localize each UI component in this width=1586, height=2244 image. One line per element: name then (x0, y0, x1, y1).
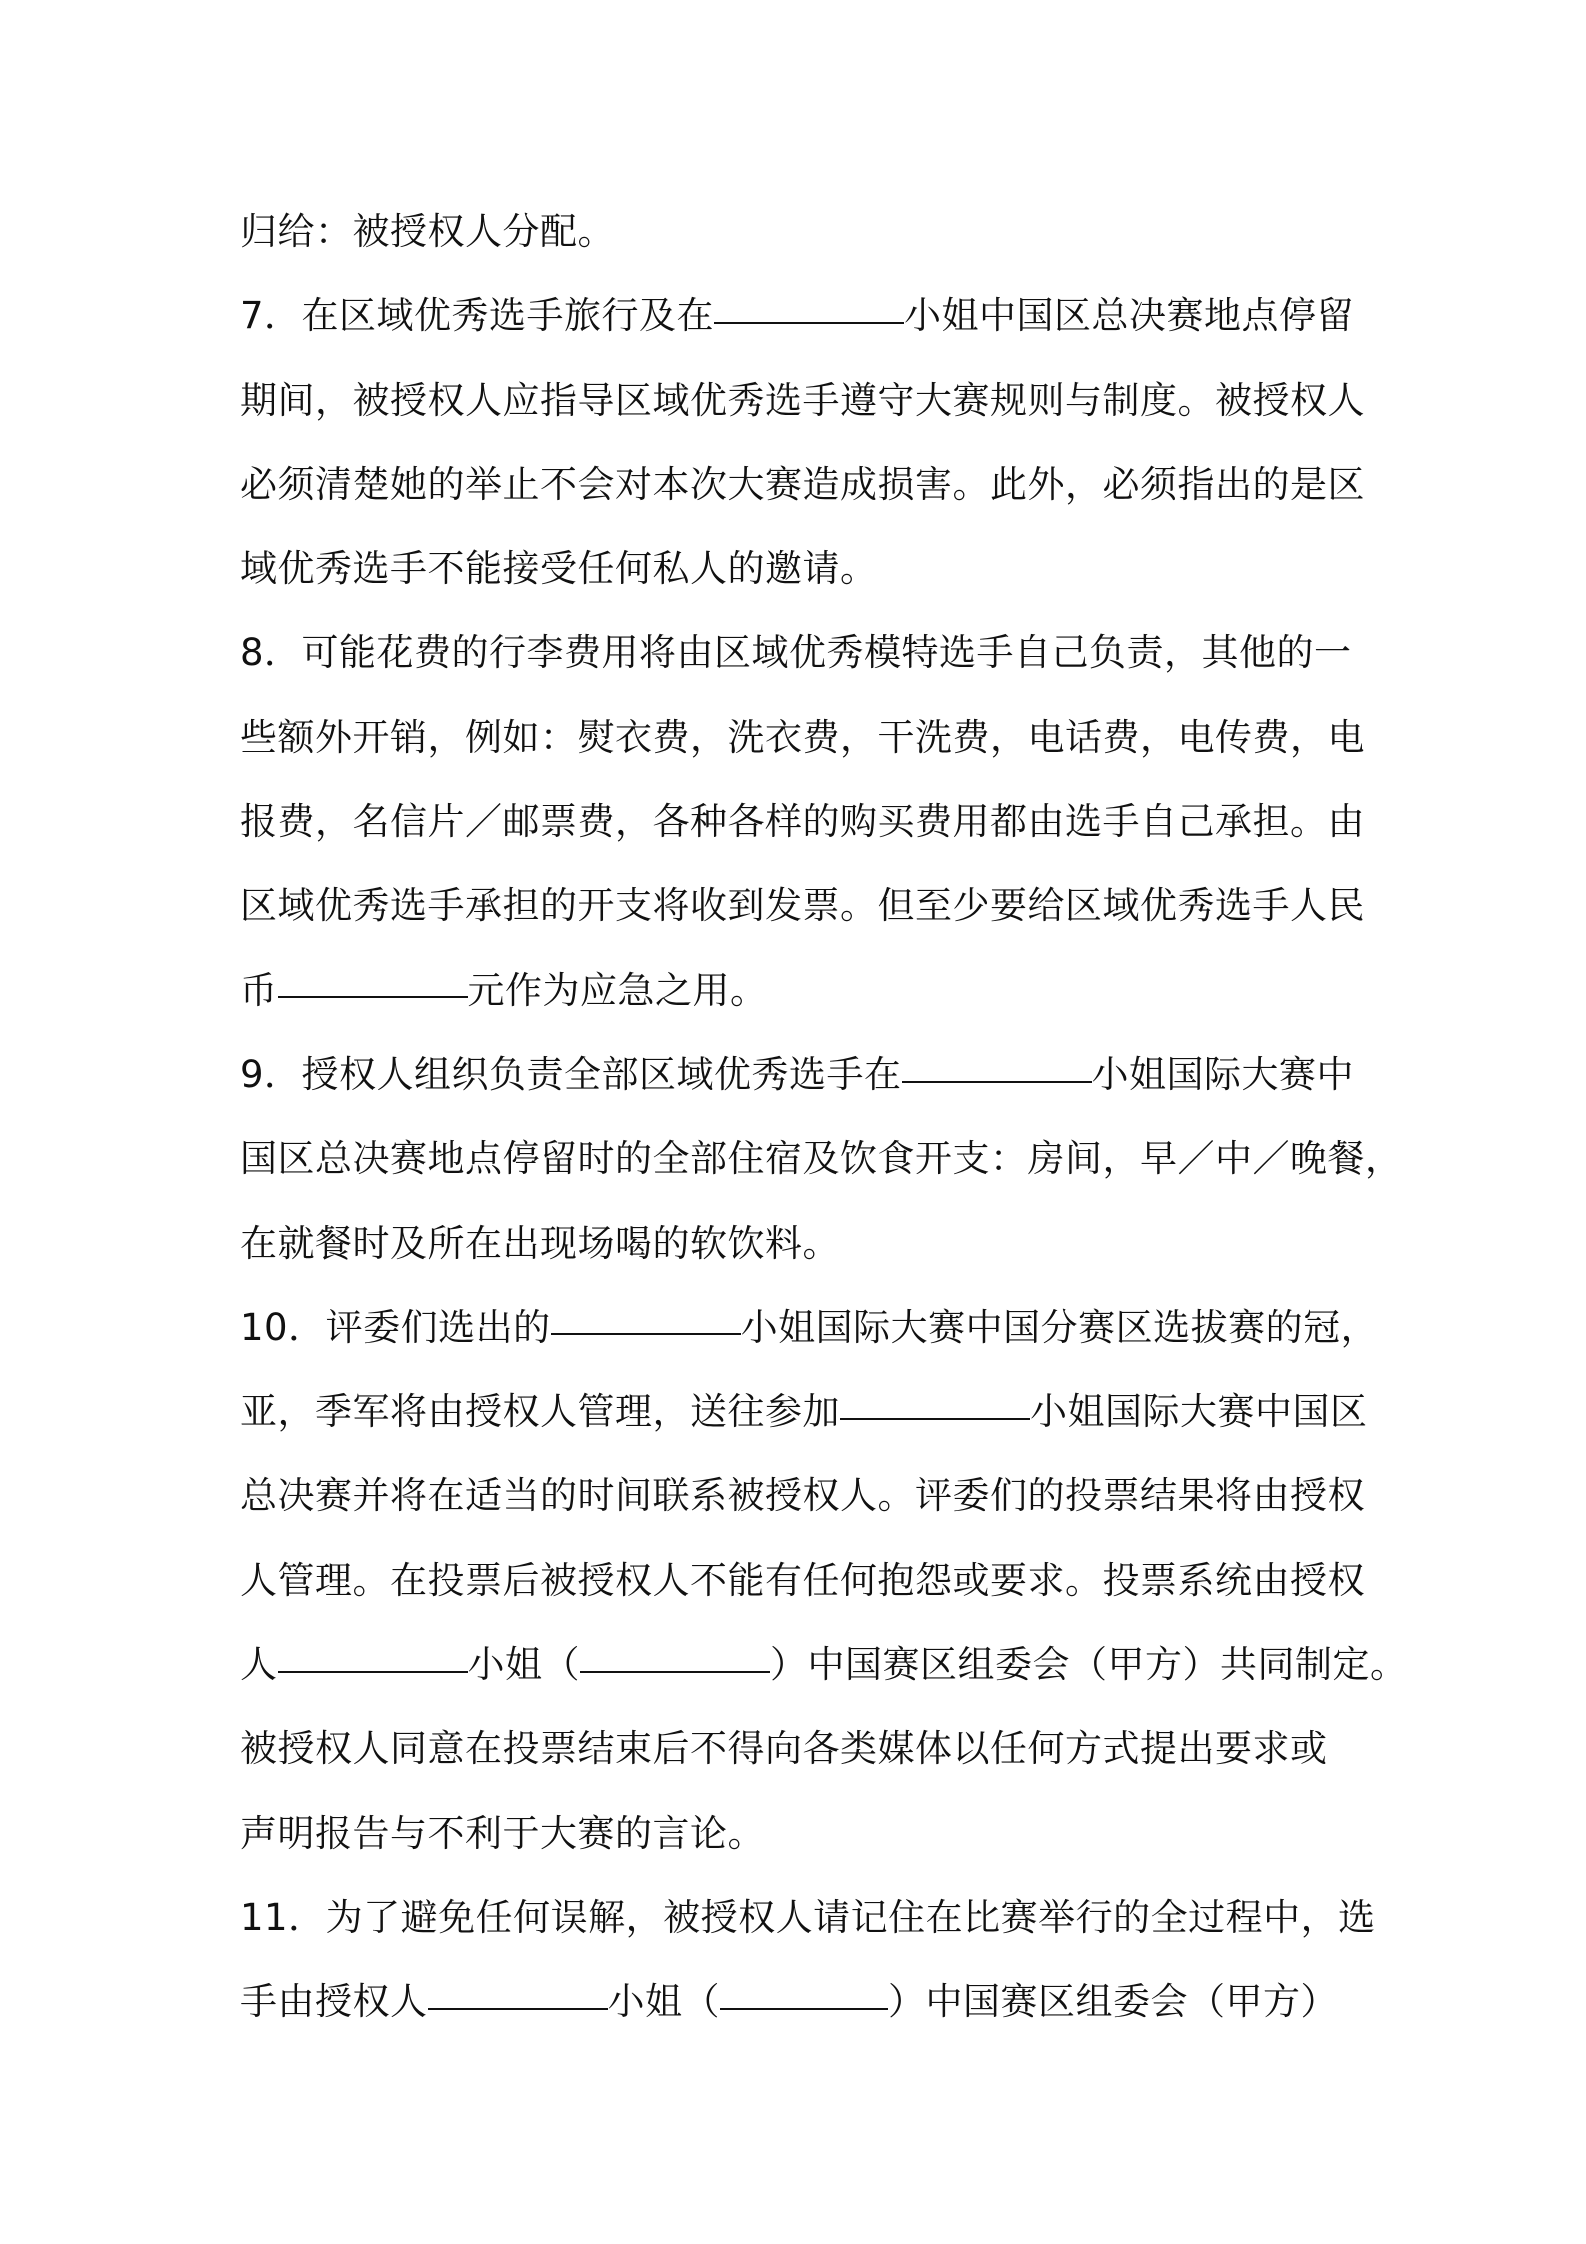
fill-in-blank (902, 1080, 1092, 1083)
line-text: 手由授权人 (240, 1980, 428, 2024)
text-line (240, 696, 1365, 780)
text-line (240, 1454, 1365, 1538)
line-text: 8．可能花费的行李费用将由区域优秀模特选手自己负责，其他的一 (240, 631, 1352, 675)
text-line (240, 1539, 1365, 1623)
text-line (240, 1370, 1368, 1454)
line-text: 11．为了避免任何误解，被授权人请记住在比赛举行的全过程中，选 (240, 1895, 1376, 1939)
line-text: 币 (240, 968, 278, 1012)
line-text: 7．在区域优秀选手旅行及在 (240, 294, 715, 338)
line-text: 亚，季军将由授权人管理，送往参加 (240, 1390, 840, 1434)
line-text: 总决赛并将在适当的时间联系被授权人。评委们的投票结果将由授权 (240, 1474, 1365, 1518)
text-line (240, 864, 1365, 948)
line-text: 9．授权人组织负责全部区域优秀选手在 (240, 1052, 902, 1096)
line-text: 必须清楚她的举止不会对本次大赛造成损害。此外，必须指出的是区 (240, 462, 1365, 506)
text-line (240, 780, 1365, 864)
fill-in-blank (840, 1417, 1030, 1420)
line-text: 期间，被授权人应指导区域优秀选手遵守大赛规则与制度。被授权人 (240, 378, 1365, 422)
text-line (240, 1792, 1360, 1876)
line-text: 在就餐时及所在出现场喝的软饮料。 (240, 1221, 840, 1265)
text-line (240, 359, 1365, 443)
text-line (240, 1202, 1360, 1286)
clause-11-line (240, 1876, 1376, 1960)
fill-in-blank (278, 1670, 468, 1673)
line-text: 小姐（ (607, 1980, 720, 2024)
line-text: 国区总决赛地点停留时的全部住宿及饮食开支：房间，早／中／晚餐， (240, 1137, 1403, 1181)
fill-in-blank (428, 2007, 608, 2010)
text-line (240, 1117, 1403, 1201)
line-text: 小姐（ (467, 1643, 580, 1687)
line-text: 人管理。在投票后被授权人不能有任何抱怨或要求。投票系统由授权 (240, 1558, 1365, 1602)
line-text: 报费，名信片／邮票费，各种各样的购买费用都由选手自己承担。由 (240, 800, 1365, 844)
fill-in-blank (551, 1332, 741, 1335)
line-text: 人 (240, 1643, 278, 1687)
clause-9-line (240, 1033, 1360, 1117)
line-text: 小姐中国区总决赛地点停留 (904, 294, 1355, 338)
line-text: 归给：被授权人分配。 (240, 210, 615, 253)
text-line (240, 1623, 1408, 1707)
fill-in-blank (714, 321, 904, 324)
clause-8-line (240, 611, 1360, 695)
text-line (240, 190, 1360, 274)
line-text: 被授权人同意在投票结束后不得向各类媒体以任何方式提出要求或 (240, 1727, 1328, 1771)
line-text: 些额外开销，例如：熨衣费，洗衣费，干洗费，电话费，电传费，电 (240, 715, 1365, 759)
text-line (240, 1707, 1360, 1791)
text-line (240, 443, 1365, 527)
contract-text (240, 190, 1408, 2045)
line-text: 10．评委们选出的 (240, 1305, 551, 1349)
line-text: ）中国赛区组委会（甲方）共同制定。 (770, 1643, 1408, 1687)
line-text: 小姐国际大赛中 (1091, 1052, 1355, 1096)
line-text: 区域优秀选手承担的开支将收到发票。但至少要给区域优秀选手人民 (240, 884, 1365, 928)
line-text: 小姐国际大赛中国区 (1030, 1390, 1368, 1434)
text-line (240, 1960, 1360, 2044)
fill-in-blank (278, 995, 468, 998)
line-text: ）中国赛区组委会（甲方） (888, 1980, 1338, 2024)
clause-10-line (240, 1286, 1379, 1370)
clause-7-line (240, 274, 1360, 358)
line-text: 小姐国际大赛中国分赛区选拔赛的冠， (740, 1305, 1379, 1349)
line-text: 元作为应急之用。 (467, 968, 768, 1012)
line-text: 域优秀选手不能接受任何私人的邀请。 (240, 547, 878, 591)
text-line (240, 949, 1360, 1033)
line-text: 声明报告与不利于大赛的言论。 (240, 1811, 765, 1855)
fill-in-blank (720, 2007, 888, 2010)
fill-in-blank (580, 1670, 770, 1673)
text-line (240, 527, 1360, 611)
